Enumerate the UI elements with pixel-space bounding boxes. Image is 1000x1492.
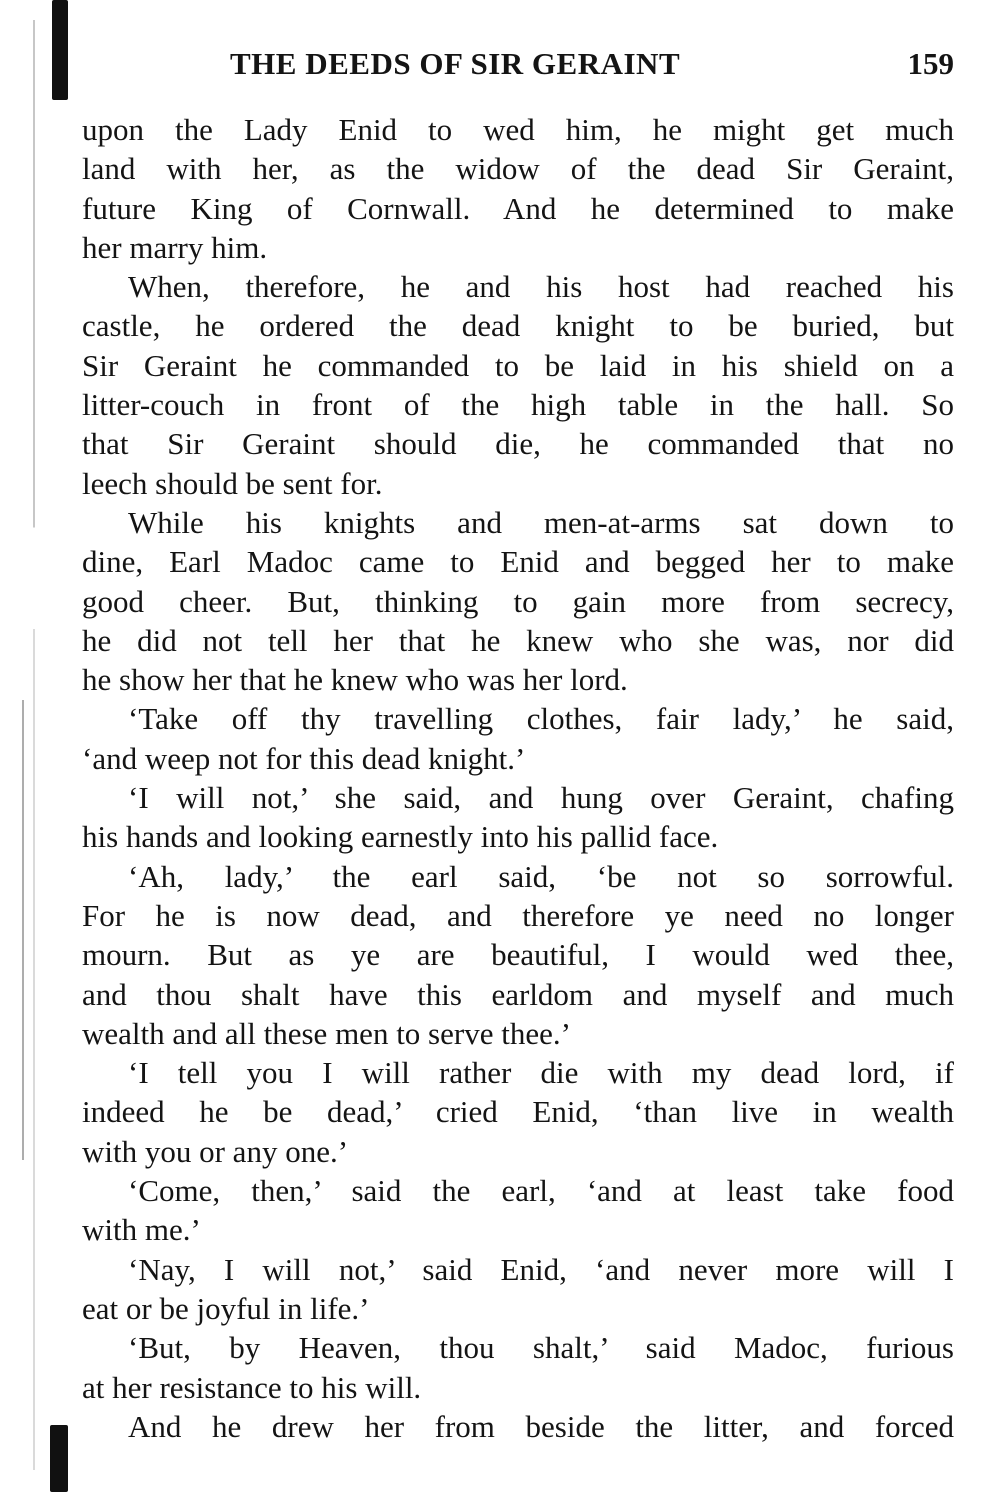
text-line: wealth and all these men to serve thee.’ <box>82 1015 571 1051</box>
text-line: mourn. But as ye are beautiful, I would wed thee, <box>82 937 954 973</box>
margin-rule <box>33 20 35 1470</box>
text-line: that Sir Geraint should die, he commanded that no <box>82 426 954 462</box>
text-line: While his knights and men-at-arms sat down to <box>128 504 954 540</box>
text-line: castle, he ordered the dead knight to be buried, but <box>82 308 954 344</box>
text-line: his hands and looking earnestly into his pallid face. <box>82 819 719 855</box>
text-line: with me.’ <box>82 1212 201 1248</box>
text-line: eat or be joyful in life.’ <box>82 1290 370 1326</box>
running-header <box>82 40 954 90</box>
text-line: Sir Geraint he commanded to be laid in his shield on a <box>82 347 954 383</box>
text-line: ‘I will not,’ she said, and hung over Geraint, chafing <box>128 780 954 816</box>
text-line: dine, Earl Madoc came to Enid and begged her to make <box>82 544 954 580</box>
binding-shadow-bottom <box>50 1425 68 1492</box>
text-line: When, therefore, he and his host had reached his <box>128 269 954 305</box>
text-line: ‘But, by Heaven, thou shalt,’ said Madoc, furious <box>128 1330 954 1366</box>
text-line: upon the Lady Enid to wed him, he might get much <box>82 112 954 147</box>
text-line: at her resistance to his will. <box>82 1369 422 1405</box>
text-line: future King of Cornwall. And he determined to make <box>82 190 954 226</box>
text-line: litter-couch in front of the high table in the hall. So <box>82 387 954 423</box>
text-line: her marry him. <box>82 229 268 265</box>
margin-rule-inner <box>22 700 24 1160</box>
text-line: ‘Nay, I will not,’ said Enid, ‘and never more will I <box>128 1251 954 1287</box>
text-line: land with her, as the widow of the dead Sir Geraint, <box>82 151 954 187</box>
text-line: with you or any one.’ <box>82 1133 349 1169</box>
text-line: ‘I tell you I will rather die with my dead lord, if <box>128 1055 954 1091</box>
text-line: ‘Take off thy travelling clothes, fair lady,’ he said, <box>128 701 954 737</box>
text-line: ‘and weep not for this dead knight.’ <box>82 740 526 776</box>
text-line: ‘Ah, lady,’ the earl said, ‘be not so sorrowful. <box>128 858 954 894</box>
text-line: For he is now dead, and therefore ye need no longer <box>82 897 954 933</box>
text-line: And he drew her from beside the litter, and forced <box>128 1408 954 1444</box>
text-line: ‘Come, then,’ said the earl, ‘and at least take food <box>128 1173 954 1209</box>
text-line: he did not tell her that he knew who she was, nor did <box>82 622 954 658</box>
running-title: THE DEEDS OF SIR GERAINT <box>230 46 681 81</box>
text-line: good cheer. But, thinking to gain more from secrecy, <box>82 583 954 619</box>
text-line: he show her that he knew who was her lord. <box>82 662 628 698</box>
text-line: leech should be sent for. <box>82 465 383 501</box>
text-line: indeed he be dead,’ cried Enid, ‘than live in wealth <box>82 1094 954 1130</box>
page-number: 159 <box>907 46 954 81</box>
binding-shadow-top <box>52 0 68 100</box>
body-text <box>82 110 954 1446</box>
text-line: and thou shalt have this earldom and myself and much <box>82 976 954 1012</box>
